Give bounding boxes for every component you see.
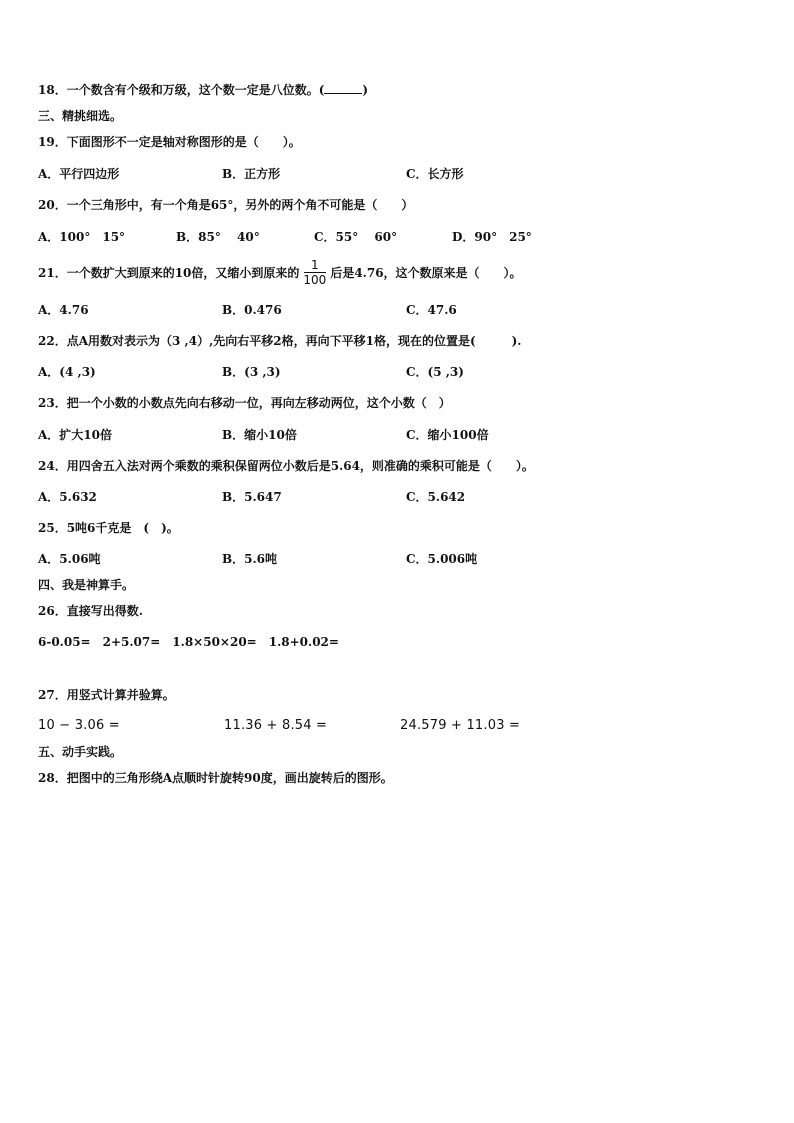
q20-option-a: A．100° 15° — [38, 230, 126, 244]
q19-option-b: B．正方形 — [222, 167, 281, 181]
question-24: 24．用四舍五入法对两个乘数的乘积保留两位小数后是5.64，则准确的乘积可能是（ ）。 — [38, 459, 534, 473]
question-18-end: ) — [362, 83, 369, 97]
fraction-denominator: 100 — [303, 273, 327, 287]
answer-blank[interactable] — [324, 82, 362, 94]
q27-item-2: 11.36 + 8.54 = — [224, 718, 328, 733]
question-22: 22．点A用数对表示为（3 ,4）,先向右平移2格，再向下平移1格，现在的位置是( ). — [38, 334, 522, 348]
question-18 — [38, 82, 368, 98]
question-19: 19．下面图形不一定是轴对称图形的是（ ）。 — [38, 135, 301, 149]
question-21-text-a: 21．一个数扩大到原来的10倍，又缩小到原来的 — [38, 265, 300, 280]
q25-option-c: C．5.006吨 — [406, 552, 478, 566]
q19-option-a: A．平行四边形 — [38, 167, 120, 181]
q22-option-b: B．(3 ,3) — [222, 365, 281, 379]
question-20: 20．一个三角形中，有一个角是65°，另外的两个角不可能是（ ） — [38, 198, 414, 212]
question-26: 26．直接写出得数. — [38, 604, 143, 618]
section-3-heading: 三、精挑细选。 — [38, 109, 123, 123]
q20-option-b: B．85° 40° — [176, 230, 260, 244]
q23-option-b: B．缩小10倍 — [222, 428, 297, 442]
question-21-text-b: 后是4.76，这个数原来是（ ）。 — [330, 265, 522, 280]
q27-item-3: 24.579 + 11.03 = — [400, 718, 521, 733]
q21-option-c: C．47.6 — [406, 303, 457, 317]
question-26-items: 6-0.05= 2+5.07= 1.8×50×20= 1.8+0.02= — [38, 635, 339, 649]
question-21 — [38, 258, 522, 287]
q21-option-a: A．4.76 — [38, 303, 89, 317]
q20-option-c: C．55° 60° — [314, 230, 398, 244]
q20-option-d: D．90° 25° — [452, 230, 532, 244]
q25-option-a: A．5.06吨 — [38, 552, 101, 566]
q22-option-c: C．(5 ,3) — [406, 365, 464, 379]
fraction-numerator: 1 — [311, 258, 319, 272]
q22-option-a: A．(4 ,3) — [38, 365, 96, 379]
question-27: 27．用竖式计算并验算。 — [38, 688, 175, 702]
question-23: 23．把一个小数的小数点先向右移动一位，再向左移动两位，这个小数（ ） — [38, 396, 451, 410]
question-18-text: 18．一个数含有个级和万级，这个数一定是八位数。( — [38, 83, 325, 97]
q24-option-a: A．5.632 — [38, 490, 97, 504]
fraction-one-hundredth — [303, 258, 326, 287]
q23-option-c: C．缩小100倍 — [406, 428, 489, 442]
q27-item-1: 10 − 3.06 = — [38, 718, 120, 733]
q21-option-b: B．0.476 — [222, 303, 282, 317]
q23-option-a: A．扩大10倍 — [38, 428, 113, 442]
section-5-heading: 五、动手实践。 — [38, 745, 123, 759]
section-4-heading: 四、我是神算手。 — [38, 578, 135, 592]
q24-option-c: C．5.642 — [406, 490, 466, 504]
q24-option-b: B．5.647 — [222, 490, 282, 504]
q19-option-c: C．长方形 — [406, 167, 464, 181]
question-25: 25．5吨6千克是 ( )。 — [38, 521, 179, 535]
q25-option-b: B．5.6吨 — [222, 552, 278, 566]
question-28: 28．把图中的三角形绕A点顺时针旋转90度，画出旋转后的图形。 — [38, 771, 393, 785]
